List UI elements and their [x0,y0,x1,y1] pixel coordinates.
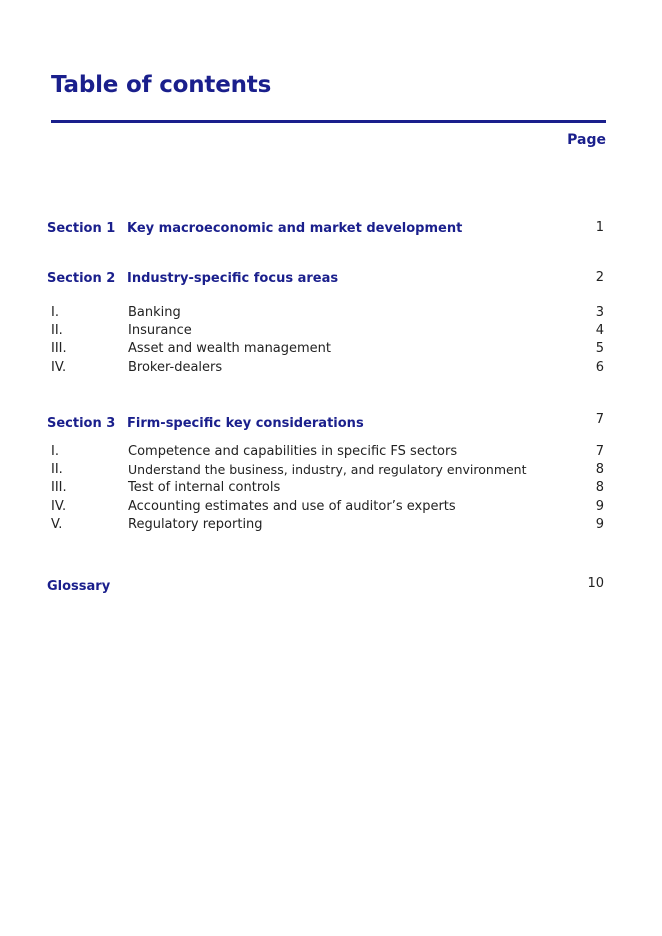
toc-item-numeral: IV. [51,499,67,514]
toc-item-page: 8 [595,462,604,477]
toc-item-numeral: I. [51,444,59,459]
toc-item[interactable]: Broker-dealers [128,360,223,375]
section-2-label[interactable]: Section 2 [47,271,116,286]
toc-item[interactable]: Banking [128,305,181,320]
toc-item-numeral: I. [51,305,59,320]
section-1-label[interactable]: Section 1 [47,221,116,236]
glossary-label[interactable]: Glossary [47,579,111,594]
toc-item-page: 8 [595,480,604,495]
section-3-title[interactable]: Firm-specific key considerations [127,416,364,431]
section-1-title[interactable]: Key macroeconomic and market development [127,221,463,236]
title-rule [51,120,606,123]
toc-item-page: 7 [595,444,604,459]
toc-item-numeral: III. [51,480,67,495]
page-title: Table of contents [51,72,272,98]
toc-item[interactable]: Insurance [128,323,192,338]
toc-item[interactable]: Asset and wealth management [128,341,332,356]
toc-item-page: 9 [595,499,604,514]
toc-item-numeral: III. [51,341,67,356]
toc-item[interactable]: Understand the business, industry, and regulatory environment [128,462,527,477]
toc-item-numeral: V. [51,517,63,532]
section-2-page: 2 [595,270,604,285]
section-3-label[interactable]: Section 3 [47,416,116,431]
glossary-page: 10 [587,576,604,591]
section-1-page: 1 [595,220,604,235]
page-column-header: Page [567,132,606,148]
toc-item-numeral: II. [51,323,63,338]
toc-item-numeral: II. [51,462,63,477]
section-2-title[interactable]: Industry-specific focus areas [127,271,339,286]
toc-item[interactable]: Test of internal controls [128,480,281,495]
toc-item-numeral: IV. [51,360,67,375]
toc-item-page: 9 [595,517,604,532]
section-3-page: 7 [595,412,604,427]
toc-item[interactable]: Competence and capabilities in specific FS sectors [128,444,458,459]
toc-item[interactable]: Accounting estimates and use of auditor’s experts [128,499,456,514]
toc-item-page: 3 [595,305,604,320]
toc-item-page: 6 [595,360,604,375]
toc-item-page: 4 [595,323,604,338]
toc-item-page: 5 [595,341,604,356]
toc-item[interactable]: Regulatory reporting [128,517,263,532]
